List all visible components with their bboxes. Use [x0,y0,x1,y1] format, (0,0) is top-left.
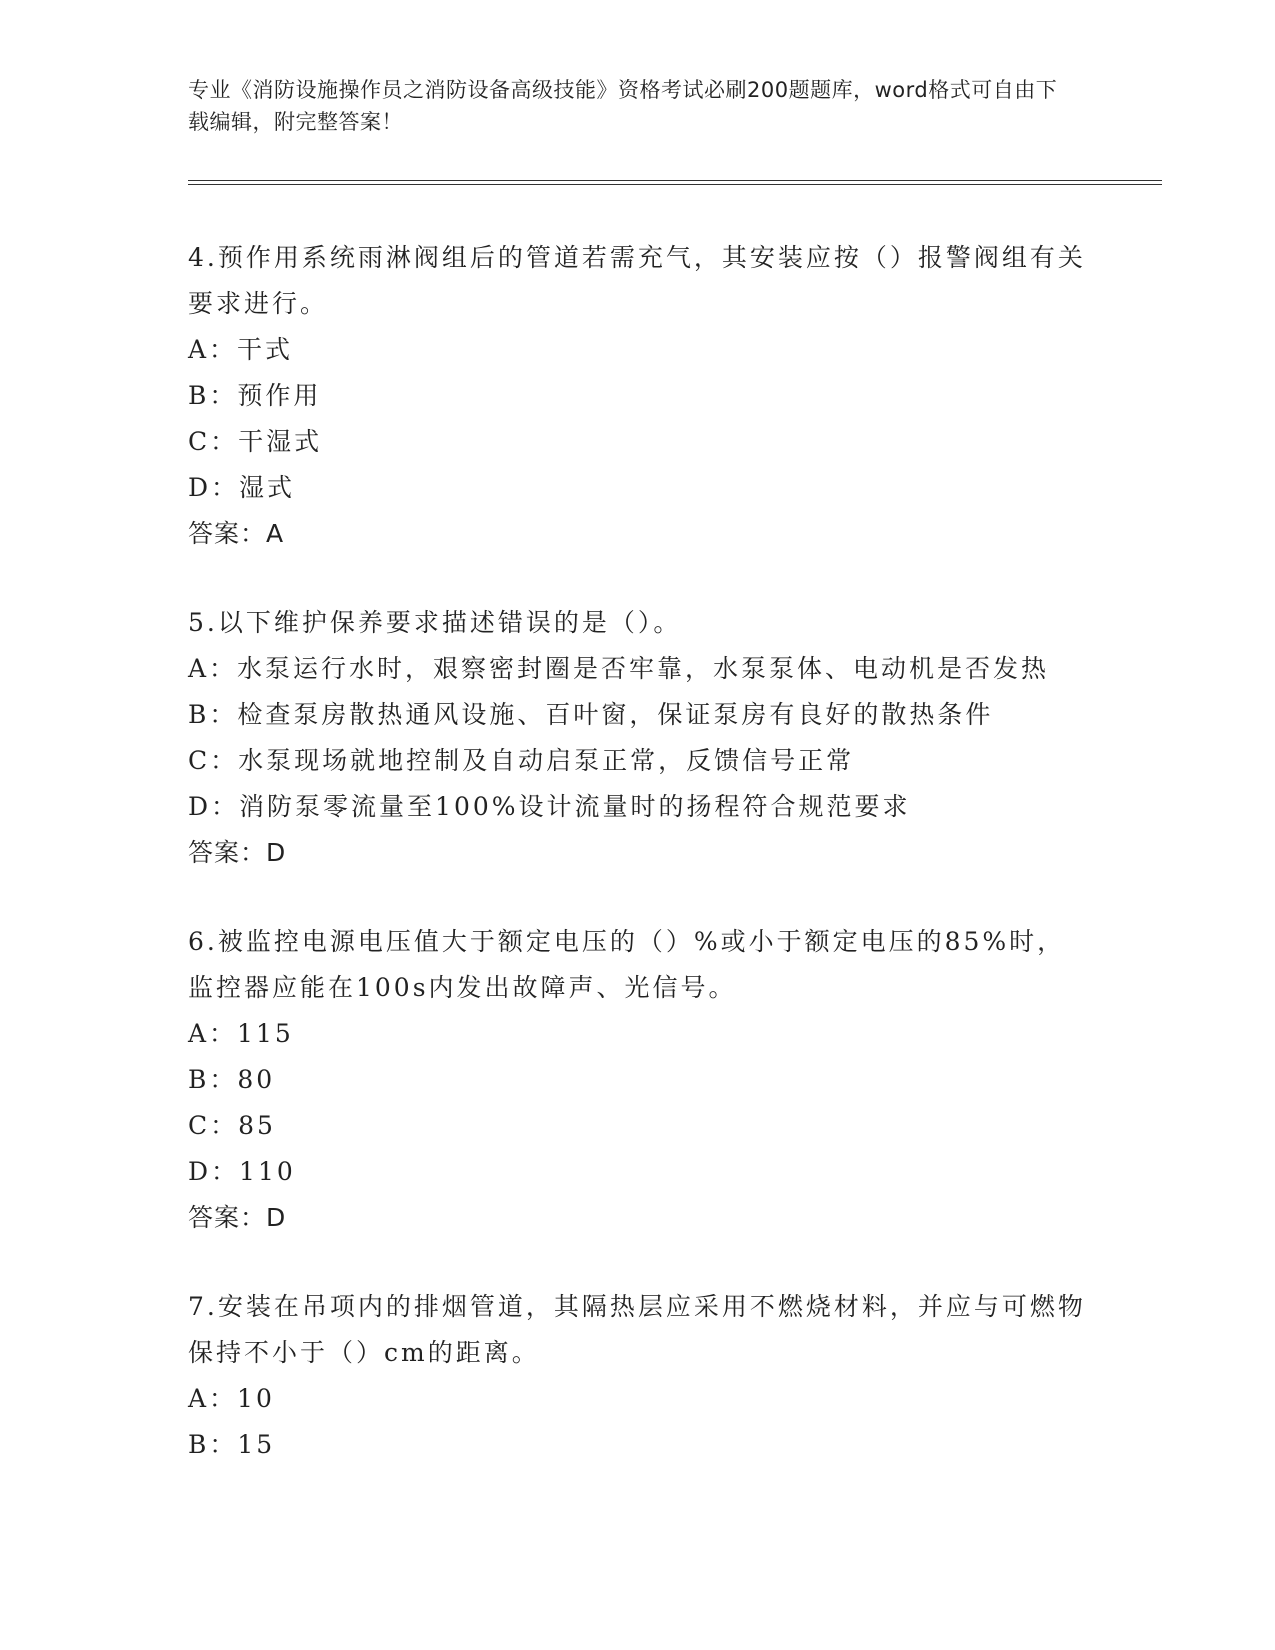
question-text: 7.安装在吊项内的排烟管道，其隔热层应采用不燃烧材料，并应与可燃物保持不小于（）cm的距离。 [188,1292,1086,1367]
question-6 [188,919,1088,1241]
option-b: B：检查泵房散热通风设施、百叶窗，保证泵房有良好的散热条件 [188,700,994,729]
header-rule-bottom [188,184,1162,185]
question-list [188,235,1088,1511]
option-d: D：湿式 [188,473,296,502]
option-b: B：预作用 [188,381,322,410]
question-text: 4.预作用系统雨淋阀组后的管道若需充气，其安装应按（）报警阀组有关要求进行。 [188,243,1086,318]
option-c: C：干湿式 [188,427,323,456]
option-a: A：115 [188,1019,294,1048]
answer: 答案：D [188,1203,287,1232]
option-b: B：15 [188,1430,276,1459]
document-header: 专业《消防设施操作员之消防设备高级技能》资格考试必刷200题题库，word格式可自由下载编辑，附完整答案！ [188,78,1058,134]
question-7 [188,1284,1088,1468]
option-d: D：消防泵零流量至100%设计流量时的扬程符合规范要求 [188,792,911,821]
answer: 答案：A [188,519,285,548]
option-d: D：110 [188,1157,296,1186]
option-a: A：干式 [188,335,294,364]
option-a: A：10 [188,1384,275,1413]
option-a: A：水泵运行水时，艰察密封圈是否牢靠，水泵泵体、电动机是否发热 [188,654,1050,683]
answer: 答案：D [188,838,287,867]
question-text: 5.以下维护保养要求描述错误的是（）。 [188,608,682,637]
question-text: 6.被监控电源电压值大于额定电压的（）%或小于额定电压的85%时，监控器应能在100s内发出故障声、光信号。 [188,927,1066,1002]
option-c: C：85 [188,1111,276,1140]
question-4 [188,235,1088,557]
option-b: B：80 [188,1065,276,1094]
option-c: C：水泵现场就地控制及自动启泵正常，反馈信号正常 [188,746,855,775]
header-rule-top [188,180,1162,181]
question-5 [188,600,1088,876]
